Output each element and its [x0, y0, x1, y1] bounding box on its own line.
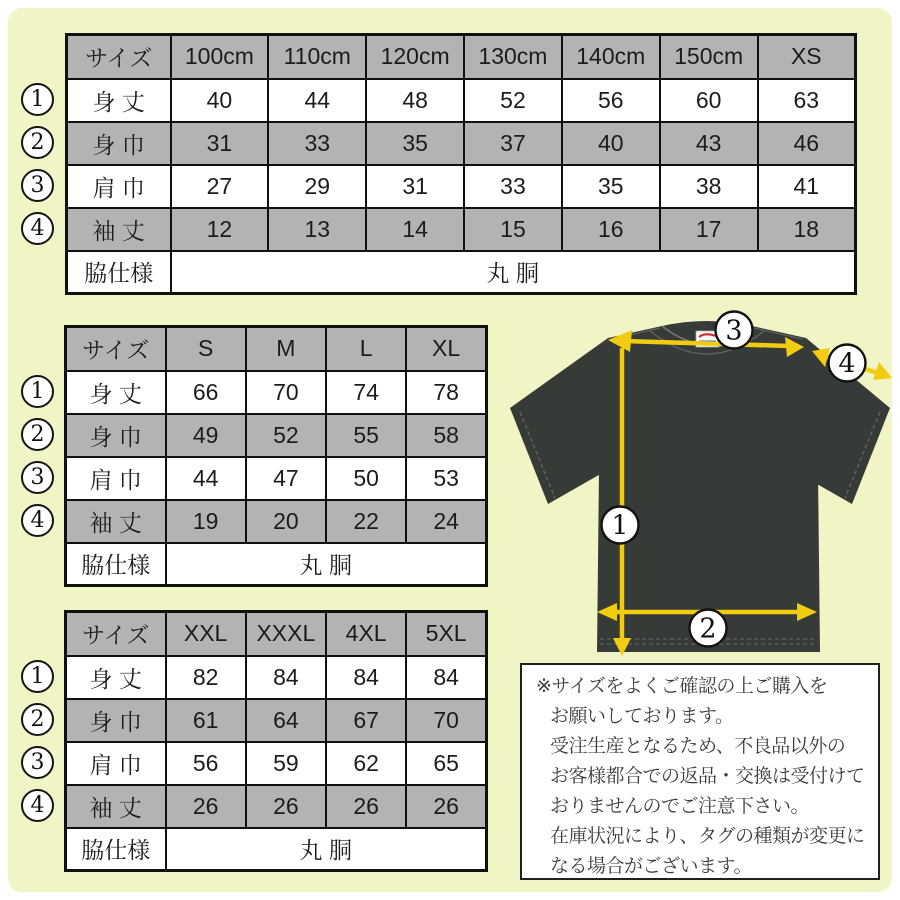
measure-value-cell: 47	[246, 457, 326, 500]
measure-value-cell: 59	[246, 742, 326, 785]
measure-row-label: 袖 丈	[67, 208, 171, 251]
size-column-header: 110cm	[268, 35, 366, 79]
side-spec-value: 丸 胴	[166, 828, 487, 871]
measure-value-cell: 29	[268, 165, 366, 208]
measure-value-cell: 40	[171, 79, 269, 122]
measure-value-cell: 84	[246, 656, 326, 699]
row-marker-1: 1	[21, 375, 54, 408]
measure-value-cell: 70	[406, 699, 486, 742]
row-marker-1: 1	[21, 660, 54, 693]
measure-value-cell: 52	[464, 79, 562, 122]
measure-row-label: 肩 巾	[67, 165, 171, 208]
measure-value-cell: 26	[166, 785, 246, 828]
notice-line: 在庫状況により、タグの種類が変更に	[550, 826, 865, 847]
measure-value-cell: 13	[268, 208, 366, 251]
side-spec-label: 脇仕様	[66, 543, 166, 586]
measure-value-cell: 41	[758, 165, 856, 208]
measure-value-cell: 22	[326, 500, 406, 543]
size-column-header: XXL	[166, 612, 246, 656]
row-marker-2: 2	[21, 703, 54, 736]
measure-value-cell: 84	[326, 656, 406, 699]
row-marker-4: 4	[21, 789, 54, 822]
tshirt-left-sleeve	[510, 338, 608, 504]
measure-value-cell: 37	[464, 122, 562, 165]
measure-value-cell: 14	[366, 208, 464, 251]
measure-value-cell: 58	[406, 414, 486, 457]
size-column-header: XS	[758, 35, 856, 79]
measure-row-label: 身 丈	[67, 79, 171, 122]
measure-row-label: 身 巾	[66, 699, 166, 742]
svg-text:2: 2	[699, 613, 717, 645]
adult-size-table	[64, 325, 488, 587]
row-marker-3: 3	[21, 169, 54, 202]
measure-value-cell: 26	[406, 785, 486, 828]
measure-value-cell: 18	[758, 208, 856, 251]
measure-row-label: 身 巾	[67, 122, 171, 165]
tshirt-body	[597, 321, 820, 652]
measure-row-label: 袖 丈	[66, 500, 166, 543]
measure-value-cell: 50	[326, 457, 406, 500]
measure-value-cell: 67	[326, 699, 406, 742]
measure-value-cell: 63	[758, 79, 856, 122]
measure-value-cell: 17	[660, 208, 758, 251]
size-header-label: サイズ	[66, 612, 166, 656]
measure-value-cell: 62	[326, 742, 406, 785]
size-header-label: サイズ	[67, 35, 171, 79]
size-column-header: 100cm	[171, 35, 269, 79]
svg-text:1: 1	[611, 510, 629, 542]
measure-value-cell: 46	[758, 122, 856, 165]
measure-value-cell: 38	[660, 165, 758, 208]
measure-value-cell: 53	[406, 457, 486, 500]
measure-value-cell: 74	[326, 371, 406, 414]
measure-value-cell: 20	[246, 500, 326, 543]
measure-value-cell: 27	[171, 165, 269, 208]
measure-value-cell: 16	[562, 208, 660, 251]
size-column-header: 140cm	[562, 35, 660, 79]
row-marker-2: 2	[21, 418, 54, 451]
big-size-table	[64, 610, 488, 872]
diagram-marker-1	[602, 507, 639, 544]
size-column-header: S	[166, 327, 246, 371]
measure-value-cell: 40	[562, 122, 660, 165]
side-spec-value: 丸 胴	[171, 251, 856, 294]
kids-size-table	[65, 33, 857, 295]
svg-text:3: 3	[725, 315, 743, 347]
measure-value-cell: 65	[406, 742, 486, 785]
measure-value-cell: 33	[268, 122, 366, 165]
row-marker-3: 3	[21, 746, 54, 779]
size-column-header: L	[326, 327, 406, 371]
size-column-header: 120cm	[366, 35, 464, 79]
measure-value-cell: 66	[166, 371, 246, 414]
row-marker-4: 4	[21, 504, 54, 537]
notice-line: お客様都合での返品・交換は受付けて	[550, 766, 865, 787]
size-column-header: 4XL	[326, 612, 406, 656]
measure-value-cell: 48	[366, 79, 464, 122]
measure-row-label: 身 丈	[66, 656, 166, 699]
measure-value-cell: 61	[166, 699, 246, 742]
side-spec-label: 脇仕様	[66, 828, 166, 871]
size-column-header: 150cm	[660, 35, 758, 79]
size-header-label: サイズ	[66, 327, 166, 371]
measure-row-label: 肩 巾	[66, 742, 166, 785]
notice-line: お願いしております。	[550, 706, 734, 727]
measure-value-cell: 49	[166, 414, 246, 457]
measure-row-label: 身 巾	[66, 414, 166, 457]
size-column-header: 5XL	[406, 612, 486, 656]
notice-line: 受注生産となるため、不良品以外の	[550, 736, 846, 757]
measure-value-cell: 64	[246, 699, 326, 742]
row-marker-3: 3	[21, 461, 54, 494]
measure-value-cell: 15	[464, 208, 562, 251]
measure-value-cell: 82	[166, 656, 246, 699]
notice-line: ※サイズをよくご確認の上ご購入を	[536, 676, 828, 697]
notice-line: なる場合がございます。	[550, 856, 752, 877]
measure-value-cell: 52	[246, 414, 326, 457]
measure-value-cell: 56	[166, 742, 246, 785]
measure-value-cell: 44	[166, 457, 246, 500]
measure-value-cell: 35	[366, 122, 464, 165]
row-marker-4: 4	[21, 212, 54, 245]
measure-value-cell: 60	[660, 79, 758, 122]
measure-value-cell: 31	[366, 165, 464, 208]
tshirt-measure-diagram	[500, 308, 896, 660]
diagram-marker-2	[690, 610, 727, 647]
measure-value-cell: 78	[406, 371, 486, 414]
purchase-notice-box	[520, 663, 880, 880]
measure-value-cell: 55	[326, 414, 406, 457]
row-marker-2: 2	[21, 126, 54, 159]
measure-value-cell: 35	[562, 165, 660, 208]
measure-value-cell: 56	[562, 79, 660, 122]
measure-row-label: 袖 丈	[66, 785, 166, 828]
measure-value-cell: 84	[406, 656, 486, 699]
measure-value-cell: 26	[326, 785, 406, 828]
side-spec-label: 脇仕様	[67, 251, 171, 294]
side-spec-value: 丸 胴	[166, 543, 487, 586]
diagram-marker-4	[829, 345, 866, 382]
measure-value-cell: 24	[406, 500, 486, 543]
measure-row-label: 身 丈	[66, 371, 166, 414]
diagram-marker-3	[716, 312, 753, 349]
row-marker-1: 1	[21, 83, 54, 116]
svg-text:4: 4	[838, 348, 856, 380]
measure-value-cell: 31	[171, 122, 269, 165]
measure-value-cell: 44	[268, 79, 366, 122]
notice-line: おりませんのでご注意下さい。	[550, 796, 810, 817]
size-column-header: M	[246, 327, 326, 371]
measure-value-cell: 43	[660, 122, 758, 165]
size-column-header: 130cm	[464, 35, 562, 79]
size-column-header: XL	[406, 327, 486, 371]
measure-value-cell: 33	[464, 165, 562, 208]
measure-value-cell: 70	[246, 371, 326, 414]
measure-value-cell: 19	[166, 500, 246, 543]
size-column-header: XXXL	[246, 612, 326, 656]
measure-value-cell: 12	[171, 208, 269, 251]
measure-row-label: 肩 巾	[66, 457, 166, 500]
measure-value-cell: 26	[246, 785, 326, 828]
